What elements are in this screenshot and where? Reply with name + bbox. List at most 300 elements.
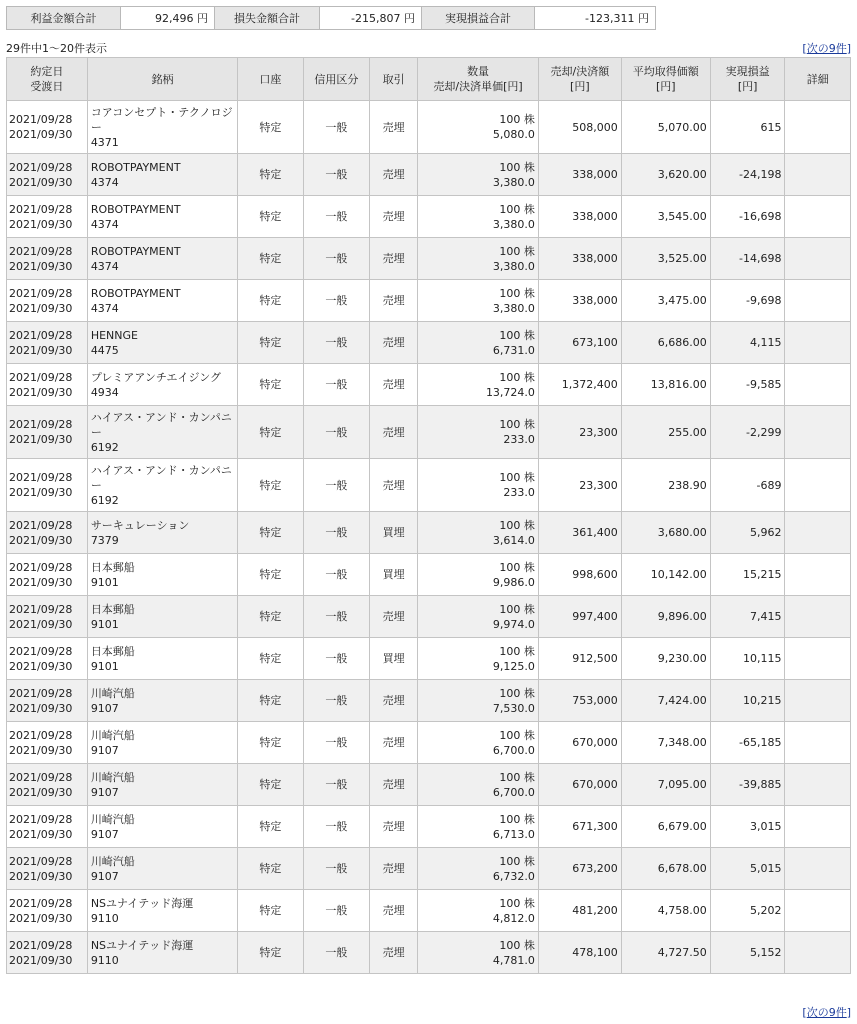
trade-date-cell [7,459,88,512]
qty-price-cell [418,806,539,848]
settle-price: 4,812.0 [492,911,535,925]
trade-date-cell [7,512,88,554]
margin-type: 一般 [303,722,369,764]
detail-cell [785,364,851,406]
qty-price-cell [418,364,539,406]
qty-price-cell [418,554,539,596]
quantity: 100 株 [499,418,535,431]
trade-type: 売埋 [370,596,418,638]
security-name: 川崎汽船 [90,854,135,868]
account-type: 特定 [238,764,303,806]
detail-cell [785,512,851,554]
account-type: 特定 [238,238,303,280]
trade-type: 売埋 [370,406,418,459]
avg-cost: 7,095.00 [621,764,710,806]
avg-cost: 3,475.00 [621,280,710,322]
security-cell [87,154,237,196]
detail-cell [785,154,851,196]
security-code: 9107 [90,827,119,841]
account-type: 特定 [238,512,303,554]
settle-amount: 997,400 [538,596,621,638]
trade-date-cell [7,932,88,974]
quantity: 100 株 [499,644,535,658]
trade-date-cell [7,764,88,806]
settle-date: 2021/09/30 [9,217,73,231]
settle-price: 6,732.0 [492,869,535,883]
settle-amount: 338,000 [538,154,621,196]
trade-date: 2021/09/28 [9,418,73,431]
settle-amount: 338,000 [538,238,621,280]
detail-cell [785,238,851,280]
trade-history-table [6,57,851,974]
settle-amount: 670,000 [538,722,621,764]
trade-date: 2021/09/28 [9,728,73,742]
settle-date: 2021/09/30 [9,659,73,673]
detail-cell [785,406,851,459]
settle-price: 9,125.0 [492,659,535,673]
next-page-link-bottom[interactable]: 次の9件 [806,1006,847,1019]
qty-price-cell [418,196,539,238]
quantity: 100 株 [499,728,535,742]
table-row [7,596,851,638]
margin-type: 一般 [303,196,369,238]
avg-cost: 3,545.00 [621,196,710,238]
loss-total-label: 損失金額合計 [215,7,320,30]
col-header-detail: 詳細 [785,58,851,101]
settle-date: 2021/09/30 [9,953,73,967]
security-code: 7379 [90,533,119,547]
settle-price: 3,380.0 [492,217,535,231]
settle-date: 2021/09/30 [9,827,73,841]
margin-type: 一般 [303,406,369,459]
trade-type: 売埋 [370,932,418,974]
qty-price-cell [418,154,539,196]
security-cell [87,596,237,638]
trade-date-cell [7,890,88,932]
security-code: 4374 [90,175,119,189]
settle-date: 2021/09/30 [9,301,73,315]
settle-price: 4,781.0 [492,953,535,967]
settle-amount: 478,100 [538,932,621,974]
realized-total-value: -123,311 円 [535,7,656,30]
detail-cell [785,890,851,932]
security-name: コアコンセプト・テクノロジー [90,105,233,134]
avg-cost: 3,680.00 [621,512,710,554]
settle-amount: 361,400 [538,512,621,554]
security-code: 9101 [90,575,119,589]
table-row [7,806,851,848]
detail-cell [785,722,851,764]
trade-date-cell [7,322,88,364]
realized-pl: 5,962 [710,512,785,554]
realized-pl: 5,015 [710,848,785,890]
margin-type: 一般 [303,101,369,154]
security-name: ROBOTPAYMENT [90,244,181,258]
security-name: 川崎汽船 [90,728,135,742]
security-cell [87,459,237,512]
security-code: 9101 [90,617,119,631]
security-name: 川崎汽船 [90,812,135,826]
settle-price: 6,713.0 [492,827,535,841]
security-code: 9107 [90,743,119,757]
security-name: 日本郵船 [90,602,135,616]
quantity: 100 株 [499,286,535,300]
quantity: 100 株 [499,560,535,574]
quantity: 100 株 [499,518,535,532]
table-row [7,238,851,280]
table-row [7,322,851,364]
security-cell [87,238,237,280]
security-code: 6192 [90,493,119,507]
security-cell [87,322,237,364]
trade-type: 売埋 [370,154,418,196]
trade-date-cell [7,596,88,638]
trade-type: 売埋 [370,364,418,406]
security-name: 川崎汽船 [90,770,135,784]
security-name: 川崎汽船 [90,686,135,700]
quantity: 100 株 [499,160,535,174]
quantity: 100 株 [499,202,535,216]
security-code: 9101 [90,659,119,673]
security-name: NSユナイテッド海運 [90,938,194,952]
trade-date-cell [7,364,88,406]
table-row [7,101,851,154]
settle-date: 2021/09/30 [9,486,73,499]
trade-type: 売埋 [370,890,418,932]
security-cell [87,722,237,764]
avg-cost: 7,348.00 [621,722,710,764]
settle-price: 13,724.0 [485,385,535,399]
detail-cell [785,101,851,154]
security-name: ハイアス・アンド・カンパニー [90,463,232,492]
realized-pl: -24,198 [710,154,785,196]
trade-type: 売埋 [370,322,418,364]
trade-date: 2021/09/28 [9,644,73,658]
settle-date: 2021/09/30 [9,259,73,273]
trade-date: 2021/09/28 [9,812,73,826]
trade-date: 2021/09/28 [9,160,73,174]
settle-date: 2021/09/30 [9,385,73,399]
settle-amount: 23,300 [538,406,621,459]
margin-type: 一般 [303,764,369,806]
trade-date: 2021/09/28 [9,770,73,784]
quantity: 100 株 [499,602,535,616]
settle-amount: 338,000 [538,280,621,322]
quantity: 100 株 [499,812,535,826]
security-cell [87,848,237,890]
margin-type: 一般 [303,932,369,974]
realized-pl: 5,202 [710,890,785,932]
security-name: ROBOTPAYMENT [90,160,181,174]
security-cell [87,101,237,154]
trade-date-cell [7,196,88,238]
table-row [7,512,851,554]
settle-price: 3,380.0 [492,175,535,189]
settle-amount: 1,372,400 [538,364,621,406]
margin-type: 一般 [303,364,369,406]
settle-price: 3,614.0 [492,533,535,547]
settle-date: 2021/09/30 [9,343,73,357]
margin-type: 一般 [303,322,369,364]
qty-price-cell [418,722,539,764]
qty-price-cell [418,596,539,638]
settle-price: 6,700.0 [492,785,535,799]
trade-date: 2021/09/28 [9,471,73,484]
trade-date: 2021/09/28 [9,202,73,216]
realized-pl: -39,885 [710,764,785,806]
security-name: HENNGE [90,328,138,342]
table-row [7,459,851,512]
trade-date-cell [7,406,88,459]
trade-type: 買埋 [370,512,418,554]
qty-price-cell [418,280,539,322]
next-page-top: [次の9件] [802,42,851,55]
trade-date-cell [7,848,88,890]
qty-price-cell [418,848,539,890]
security-code: 4934 [90,385,119,399]
security-name: ハイアス・アンド・カンパニー [90,410,232,439]
settle-price: 7,530.0 [492,701,535,715]
detail-cell [785,932,851,974]
security-code: 9107 [90,869,119,883]
account-type: 特定 [238,680,303,722]
table-row [7,280,851,322]
security-name: ROBOTPAYMENT [90,286,181,300]
margin-type: 一般 [303,238,369,280]
trade-type: 買埋 [370,554,418,596]
settle-price: 9,986.0 [492,575,535,589]
settle-date: 2021/09/30 [9,743,73,757]
detail-cell [785,280,851,322]
margin-type: 一般 [303,596,369,638]
realized-pl: -2,299 [710,406,785,459]
table-row [7,638,851,680]
settle-price: 3,380.0 [492,301,535,315]
avg-cost: 6,686.00 [621,322,710,364]
detail-cell [785,596,851,638]
settle-date: 2021/09/30 [9,785,73,799]
settle-date: 2021/09/30 [9,617,73,631]
margin-type: 一般 [303,890,369,932]
security-code: 4371 [90,135,119,149]
profit-total-value: 92,496 円 [121,7,215,30]
detail-cell [785,638,851,680]
trade-date: 2021/09/28 [9,854,73,868]
realized-pl: 5,152 [710,932,785,974]
account-type: 特定 [238,848,303,890]
detail-cell [785,459,851,512]
qty-price-cell [418,932,539,974]
avg-cost: 9,230.00 [621,638,710,680]
quantity: 100 株 [499,896,535,910]
margin-type: 一般 [303,554,369,596]
settle-amount: 481,200 [538,890,621,932]
security-cell [87,764,237,806]
qty-price-cell [418,512,539,554]
account-type: 特定 [238,364,303,406]
table-row [7,764,851,806]
avg-cost: 6,678.00 [621,848,710,890]
col-header-margin: 信用区分 [303,58,369,101]
table-header-row [7,58,851,101]
security-code: 9110 [90,953,119,967]
trade-type: 売埋 [370,722,418,764]
avg-cost: 7,424.00 [621,680,710,722]
quantity: 100 株 [499,244,535,258]
security-code: 9107 [90,701,119,715]
margin-type: 一般 [303,280,369,322]
security-code: 9110 [90,911,119,925]
avg-cost: 10,142.00 [621,554,710,596]
security-cell [87,890,237,932]
next-page-bottom: [次の9件] [802,1006,851,1019]
account-type: 特定 [238,406,303,459]
table-row [7,554,851,596]
account-type: 特定 [238,806,303,848]
settle-price: 233.0 [503,433,535,446]
trade-date-cell [7,554,88,596]
trade-type: 売埋 [370,806,418,848]
security-code: 4374 [90,217,119,231]
trade-date-cell [7,238,88,280]
quantity: 100 株 [499,854,535,868]
realized-pl: 10,215 [710,680,785,722]
account-type: 特定 [238,932,303,974]
quantity: 100 株 [499,328,535,342]
margin-type: 一般 [303,680,369,722]
table-row [7,932,851,974]
table-row [7,196,851,238]
account-type: 特定 [238,596,303,638]
qty-price-cell [418,764,539,806]
trade-type: 売埋 [370,680,418,722]
trade-date: 2021/09/28 [9,896,73,910]
qty-price-cell [418,459,539,512]
avg-cost: 6,679.00 [621,806,710,848]
settle-date: 2021/09/30 [9,911,73,925]
profit-total-label: 利益金額合計 [7,7,121,30]
qty-price-cell [418,638,539,680]
trade-type: 売埋 [370,848,418,890]
margin-type: 一般 [303,154,369,196]
quantity: 100 株 [499,370,535,384]
trade-date-cell [7,722,88,764]
table-row [7,364,851,406]
table-row [7,406,851,459]
account-type: 特定 [238,154,303,196]
realized-pl: -65,185 [710,722,785,764]
result-count: 29件中1～20件表示 [6,42,107,55]
detail-cell [785,764,851,806]
settle-amount: 670,000 [538,764,621,806]
col-header-account: 口座 [238,58,303,101]
quantity: 100 株 [499,113,535,126]
trade-date: 2021/09/28 [9,286,73,300]
trade-date: 2021/09/28 [9,602,73,616]
settle-date: 2021/09/30 [9,701,73,715]
security-code: 4374 [90,259,119,273]
col-header-qty: 数量 売却/決済単価[円] [418,58,539,101]
qty-price-cell [418,238,539,280]
trade-date-cell [7,638,88,680]
qty-price-cell [418,890,539,932]
trade-type: 売埋 [370,238,418,280]
table-row [7,848,851,890]
col-header-date: 約定日 受渡日 [7,58,88,101]
trade-type: 買埋 [370,638,418,680]
security-name: 日本郵船 [90,560,135,574]
next-page-link-top[interactable]: 次の9件 [806,42,847,55]
detail-cell [785,680,851,722]
avg-cost: 9,896.00 [621,596,710,638]
avg-cost: 4,758.00 [621,890,710,932]
margin-type: 一般 [303,459,369,512]
security-cell [87,512,237,554]
avg-cost: 255.00 [621,406,710,459]
detail-cell [785,554,851,596]
avg-cost: 238.90 [621,459,710,512]
settle-date: 2021/09/30 [9,128,73,141]
account-type: 特定 [238,322,303,364]
margin-type: 一般 [303,806,369,848]
loss-total-value: -215,807 円 [320,7,422,30]
trade-type: 売埋 [370,280,418,322]
avg-cost: 4,727.50 [621,932,710,974]
security-name: ROBOTPAYMENT [90,202,181,216]
settle-amount: 671,300 [538,806,621,848]
realized-pl: 615 [710,101,785,154]
realized-pl: -9,585 [710,364,785,406]
security-code: 4475 [90,343,119,357]
settle-amount: 912,500 [538,638,621,680]
security-cell [87,680,237,722]
security-cell [87,932,237,974]
summary-table [6,6,656,30]
margin-type: 一般 [303,512,369,554]
settle-amount: 23,300 [538,459,621,512]
table-row [7,680,851,722]
trade-date-cell [7,806,88,848]
realized-pl: -689 [710,459,785,512]
settle-amount: 338,000 [538,196,621,238]
avg-cost: 13,816.00 [621,364,710,406]
trade-date: 2021/09/28 [9,328,73,342]
settle-date: 2021/09/30 [9,433,73,446]
table-row [7,722,851,764]
detail-cell [785,806,851,848]
trade-date-cell [7,154,88,196]
account-type: 特定 [238,890,303,932]
col-header-avg-cost: 平均取得価額 [円] [621,58,710,101]
trade-date-cell [7,680,88,722]
settle-price: 3,380.0 [492,259,535,273]
security-name: プレミアアンチエイジング [90,370,221,384]
trade-date: 2021/09/28 [9,560,73,574]
quantity: 100 株 [499,770,535,784]
account-type: 特定 [238,280,303,322]
realized-pl: 10,115 [710,638,785,680]
trade-date-cell [7,280,88,322]
security-code: 9107 [90,785,119,799]
security-code: 4374 [90,301,119,315]
col-header-realized-pl: 実現損益 [円] [710,58,785,101]
settle-amount: 673,100 [538,322,621,364]
qty-price-cell [418,322,539,364]
avg-cost: 3,525.00 [621,238,710,280]
settle-price: 6,731.0 [492,343,535,357]
col-header-name: 銘柄 [87,58,237,101]
trade-date: 2021/09/28 [9,518,73,532]
